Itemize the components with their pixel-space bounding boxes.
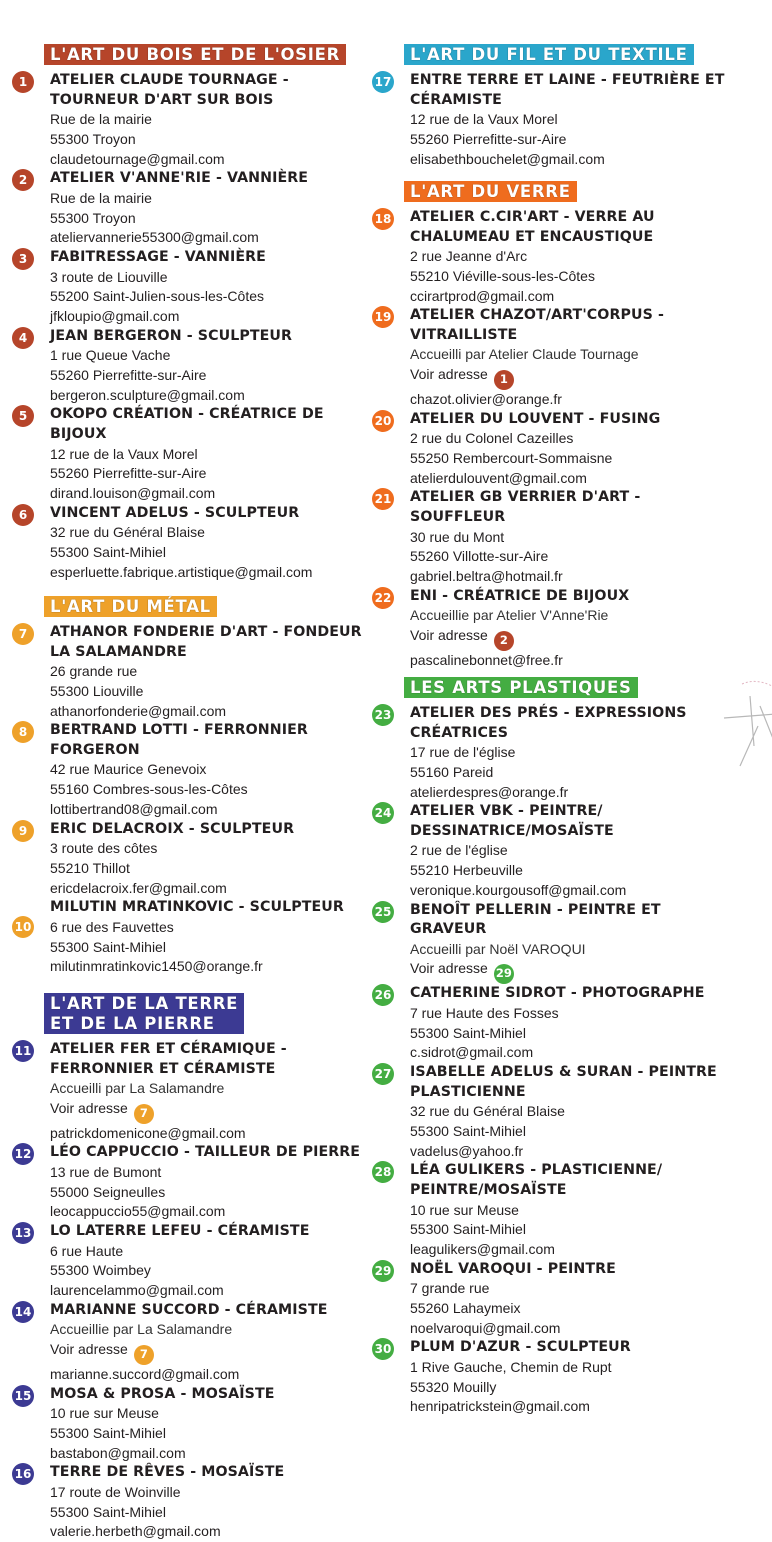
entry-email[interactable]: veronique.kourgousoff@gmail.com bbox=[410, 881, 627, 898]
entry-address-line: 55300 Saint-Mihiel bbox=[410, 1221, 526, 1238]
entry-list bbox=[372, 208, 732, 671]
entry-address-line: Rue de la mairie bbox=[50, 111, 152, 128]
entry-number-badge: 30 bbox=[372, 1338, 394, 1360]
entry-address-line: 17 rue de l'église bbox=[410, 744, 516, 761]
entry-address-line: 2 rue Jeanne d'Arc bbox=[410, 248, 528, 265]
entry-email[interactable]: atelierdulouvent@gmail.com bbox=[410, 469, 587, 486]
entry-number-badge: 8 bbox=[12, 721, 34, 743]
entry-host-note: Accueillie par Atelier V'Anne'Rie bbox=[410, 607, 609, 624]
entry-number-badge: 15 bbox=[12, 1385, 34, 1407]
entry-title: NOËL VAROQUI - PEINTRE bbox=[410, 1260, 616, 1277]
entry-address-line: 12 rue de la Vaux Morel bbox=[410, 111, 558, 128]
artisan-entry bbox=[12, 327, 362, 406]
entry-title: ATELIER DU LOUVENT - FUSING bbox=[410, 410, 661, 427]
entry-number-badge: 1 bbox=[12, 71, 34, 93]
entry-email[interactable]: elisabethbouchelet@gmail.com bbox=[410, 150, 605, 167]
entry-title: TERRE DE RÊVES - MOSAÏSTE bbox=[50, 1464, 285, 1481]
entry-email[interactable]: bergeron.sculpture@gmail.com bbox=[50, 386, 245, 403]
section-banner bbox=[404, 677, 638, 698]
entry-address-line: 13 rue de Bumont bbox=[50, 1164, 162, 1181]
artisan-entry bbox=[12, 1463, 362, 1542]
entry-number-badge: 23 bbox=[372, 704, 394, 726]
artisan-entry bbox=[372, 1260, 732, 1339]
entry-list bbox=[12, 623, 362, 977]
entry-address-line: 32 rue du Général Blaise bbox=[50, 524, 205, 541]
entry-email[interactable]: noelvaroqui@gmail.com bbox=[410, 1319, 561, 1336]
entry-title: ENTRE TERRE ET LAINE - FEUTRIÈRE ET CÉRAMISTE bbox=[410, 72, 725, 108]
entry-host-note: Accueillie par La Salamandre bbox=[50, 1321, 233, 1338]
entry-address-line: 55210 Herbeuville bbox=[410, 862, 523, 879]
section-title: L'ART DU BOIS ET DE L'OSIER bbox=[50, 45, 340, 64]
entry-number-badge: 6 bbox=[12, 504, 34, 526]
entry-address-line: 55160 Combres-sous-les-Côtes bbox=[50, 781, 248, 798]
entry-address-line: 26 grande rue bbox=[50, 663, 138, 680]
entry-address-line: 42 rue Maurice Genevoix bbox=[50, 761, 207, 778]
entry-title: ATELIER DES PRÉS - EXPRESSIONS CRÉATRICES bbox=[410, 705, 687, 741]
entry-number-badge: 4 bbox=[12, 327, 34, 349]
entry-number-badge: 25 bbox=[372, 901, 394, 923]
entry-email[interactable]: milutinmratinkovic1450@orange.fr bbox=[50, 958, 263, 975]
section-title: L'ART DU VERRE bbox=[410, 182, 571, 201]
entry-address-line: 3 route de Liouville bbox=[50, 268, 168, 285]
see-address-line bbox=[410, 365, 732, 390]
entry-address-line: 30 rue du Mont bbox=[410, 528, 505, 545]
entry-host-note: Accueilli par La Salamandre bbox=[50, 1080, 225, 1097]
entry-title: LO LATERRE LEFEU - CÉRAMISTE bbox=[50, 1223, 310, 1240]
entry-address-line: 55260 Pierrefitte-sur-Aire bbox=[50, 465, 207, 482]
entry-title: ATELIER V'ANNE'RIE - VANNIÈRE bbox=[50, 170, 309, 187]
entry-address-line: 55320 Mouilly bbox=[410, 1378, 497, 1395]
reference-number-badge[interactable]: 1 bbox=[494, 370, 514, 390]
entry-title: VINCENT ADELUS - SCULPTEUR bbox=[50, 504, 300, 521]
entry-title: BERTRAND LOTTI - FERRONNIER FORGERON bbox=[50, 722, 308, 758]
section-banner bbox=[44, 993, 244, 1034]
entry-number-badge: 21 bbox=[372, 488, 394, 510]
entry-list bbox=[12, 1040, 362, 1542]
section-l-art-de-la-terre-et-de-la-pierre bbox=[12, 993, 362, 1542]
entry-email[interactable]: dirand.louison@gmail.com bbox=[50, 485, 216, 501]
entry-address-line: 55300 Troyon bbox=[50, 130, 136, 147]
entry-address-line: 7 rue Haute des Fosses bbox=[410, 1004, 559, 1021]
entry-email[interactable]: marianne.succord@gmail.com bbox=[50, 1366, 240, 1383]
entry-number-badge: 12 bbox=[12, 1143, 34, 1165]
entry-address-line: 55300 Saint-Mihiel bbox=[50, 544, 166, 560]
entry-email[interactable]: chazot.olivier@orange.fr bbox=[410, 391, 562, 408]
section-banner bbox=[44, 44, 346, 65]
entry-title: OKOPO CRÉATION - CRÉATRICE DE BIJOUX bbox=[50, 406, 324, 442]
entry-title: BENOÎT PELLERIN - PEINTRE ET GRAVEUR bbox=[410, 901, 661, 938]
entry-email[interactable]: bastabon@gmail.com bbox=[50, 1444, 186, 1461]
entry-title: CATHERINE SIDROT - PHOTOGRAPHE bbox=[410, 985, 705, 1002]
artisan-entry bbox=[372, 306, 732, 409]
entry-title: ATELIER GB VERRIER D'ART - SOUFFLEUR bbox=[410, 489, 641, 526]
entry-address-line: 55250 Rembercourt-Sommaisne bbox=[410, 450, 613, 467]
entry-address-line: 32 rue du Général Blaise bbox=[410, 1103, 565, 1120]
artisan-entry bbox=[12, 820, 362, 899]
see-address-label: Voir adresse bbox=[50, 1099, 128, 1116]
see-address-line bbox=[410, 959, 732, 984]
entry-title: ATHANOR FONDERIE D'ART - FONDEUR LA SALAMANDRE bbox=[50, 624, 362, 660]
artisan-entry bbox=[12, 1385, 362, 1464]
entry-address-line: 6 rue des Fauvettes bbox=[50, 918, 174, 935]
entry-number-badge: 11 bbox=[12, 1040, 34, 1062]
artisan-entry bbox=[372, 704, 732, 802]
entry-number-badge: 2 bbox=[12, 169, 34, 191]
entry-number-badge: 22 bbox=[372, 587, 394, 609]
entry-title: LÉA GULIKERS - PLASTICIENNE/ PEINTRE/MOSAÏSTE bbox=[410, 1162, 663, 1198]
entry-number-badge: 9 bbox=[12, 820, 34, 842]
entry-address-line: 55300 Saint-Mihiel bbox=[410, 1024, 526, 1041]
entry-number-badge: 29 bbox=[372, 1260, 394, 1282]
see-address-label: Voir adresse bbox=[410, 366, 488, 383]
section-title: LES ARTS PLASTIQUES bbox=[410, 678, 632, 697]
entry-number-badge: 20 bbox=[372, 410, 394, 432]
entry-host-note: Accueilli par Atelier Claude Tournage bbox=[410, 346, 639, 363]
artisan-entry bbox=[12, 1222, 362, 1301]
entry-title: ERIC DELACROIX - SCULPTEUR bbox=[50, 820, 295, 837]
entry-address-line: 17 route de Woinville bbox=[50, 1484, 181, 1501]
artisan-entry bbox=[12, 405, 362, 503]
entry-address-line: 55300 Woimbey bbox=[50, 1262, 151, 1279]
entry-address-line: 55000 Seigneulles bbox=[50, 1183, 166, 1200]
entry-address-line: 55260 Lahaymeix bbox=[410, 1299, 521, 1316]
entry-number-badge: 27 bbox=[372, 1063, 394, 1085]
artisan-entry bbox=[12, 169, 362, 248]
section-l-art-du-fil-et-du-textile bbox=[372, 44, 732, 169]
entry-email[interactable]: ccirartprod@gmail.com bbox=[410, 287, 555, 304]
entry-number-badge: 10 bbox=[12, 916, 34, 938]
section-banner bbox=[404, 181, 577, 202]
entry-address-line: 55260 Pierrefitte-sur-Aire bbox=[410, 130, 567, 147]
artisan-entry bbox=[12, 623, 362, 721]
artisan-entry bbox=[372, 802, 732, 900]
entry-email[interactable]: claudetournage@gmail.com bbox=[50, 150, 225, 167]
entry-list bbox=[372, 704, 732, 1417]
see-address-label: Voir adresse bbox=[410, 960, 488, 977]
entry-title: MILUTIN MRATINKOVIC - SCULPTEUR bbox=[50, 899, 344, 916]
entry-address-line: 55300 Saint-Mihiel bbox=[50, 938, 166, 955]
artisan-entry bbox=[372, 1063, 732, 1161]
entry-address-line: 55300 Liouville bbox=[50, 682, 144, 699]
entry-address-line: 2 rue de l'église bbox=[410, 842, 508, 859]
entry-title: ENI - CRÉATRICE DE BIJOUX bbox=[410, 587, 630, 604]
section-title: L'ART DU FIL ET DU TEXTILE bbox=[410, 45, 688, 64]
entry-address-line: 1 Rive Gauche, Chemin de Rupt bbox=[410, 1358, 612, 1375]
section-l-art-du-bois-et-de-l-osier bbox=[12, 44, 362, 582]
entry-list bbox=[12, 71, 362, 582]
artisan-entry bbox=[372, 1338, 732, 1417]
artisan-entry bbox=[372, 410, 732, 489]
section-les-arts-plastiques bbox=[372, 677, 732, 1417]
entry-number-badge: 19 bbox=[372, 306, 394, 328]
entry-email[interactable]: jfkloupio@gmail.com bbox=[50, 308, 180, 324]
see-address-line bbox=[50, 1340, 362, 1365]
artisan-entry bbox=[12, 504, 362, 583]
entry-email[interactable]: leagulikers@gmail.com bbox=[410, 1240, 555, 1257]
entry-number-badge: 16 bbox=[12, 1463, 34, 1485]
section-l-art-du-metal bbox=[12, 596, 362, 977]
entry-title: ATELIER CHAZOT/ART'CORPUS - VITRAILLISTE bbox=[410, 307, 664, 343]
entry-email[interactable]: laurencelammo@gmail.com bbox=[50, 1282, 224, 1299]
see-address-label: Voir adresse bbox=[50, 1341, 128, 1358]
entry-address-line: 55300 Saint-Mihiel bbox=[50, 1425, 166, 1442]
artisan-entry bbox=[12, 1143, 362, 1222]
entry-address-line: 3 route des côtes bbox=[50, 840, 158, 857]
decorative-sketch bbox=[720, 676, 772, 796]
entry-address-line: 1 rue Queue Vache bbox=[50, 347, 171, 364]
artisan-entry bbox=[372, 1161, 732, 1259]
entry-email[interactable]: atelierdespres@orange.fr bbox=[410, 783, 569, 800]
entry-email[interactable]: henripatrickstein@gmail.com bbox=[410, 1398, 590, 1415]
reference-number-badge[interactable]: 7 bbox=[134, 1104, 154, 1124]
entry-email[interactable]: valerie.herbeth@gmail.com bbox=[50, 1523, 221, 1540]
entry-number-badge: 5 bbox=[12, 405, 34, 427]
artisan-entry bbox=[372, 984, 732, 1063]
entry-title: FABITRESSAGE - VANNIÈRE bbox=[50, 249, 266, 265]
entry-number-badge: 26 bbox=[372, 984, 394, 1006]
entry-address-line: 55300 Troyon bbox=[50, 209, 136, 226]
see-address-line bbox=[410, 626, 732, 651]
entry-address-line: 2 rue du Colonel Cazeilles bbox=[410, 430, 574, 447]
section-banner bbox=[44, 596, 217, 617]
entry-email[interactable]: vadelus@yahoo.fr bbox=[410, 1142, 524, 1159]
entry-address-line: 10 rue sur Meuse bbox=[410, 1201, 519, 1218]
entry-address-line: 55300 Saint-Mihiel bbox=[410, 1122, 526, 1139]
artisan-entry bbox=[12, 1301, 362, 1385]
entry-address-line: 55200 Saint-Julien-sous-les-Côtes bbox=[50, 288, 264, 305]
section-banner bbox=[404, 44, 694, 65]
entry-email[interactable]: patrickdomenicone@gmail.com bbox=[50, 1124, 246, 1141]
entry-title: ATELIER CLAUDE TOURNAGE - TOURNEUR D'ART SUR BOIS bbox=[50, 72, 289, 108]
entry-title: LÉO CAPPUCCIO - TAILLEUR DE PIERRE bbox=[50, 1144, 361, 1161]
reference-number-badge[interactable]: 7 bbox=[134, 1345, 154, 1365]
entry-address-line: 55260 Pierrefitte-sur-Aire bbox=[50, 367, 207, 383]
entry-number-badge: 3 bbox=[12, 248, 34, 270]
entry-email[interactable]: pascalinebonnet@free.fr bbox=[410, 651, 563, 668]
section-title: L'ART DU MÉTAL bbox=[50, 597, 211, 616]
section-title: L'ART DE LA TERRE bbox=[50, 994, 239, 1013]
entry-address-line: 10 rue sur Meuse bbox=[50, 1405, 159, 1422]
entry-email[interactable]: leocappuccio55@gmail.com bbox=[50, 1203, 226, 1220]
artisan-entry bbox=[12, 1040, 362, 1143]
entry-title: ISABELLE ADELUS & SURAN - PEINTRE PLASTICIENNE bbox=[410, 1064, 717, 1100]
section-l-art-du-verre bbox=[372, 181, 732, 671]
entry-address-line: 55160 Pareid bbox=[410, 763, 494, 780]
artisan-entry bbox=[12, 248, 362, 327]
artisan-entry bbox=[372, 901, 732, 985]
entry-email[interactable]: ericdelacroix.fer@gmail.com bbox=[50, 879, 227, 896]
entry-host-note: Accueilli par Noël VAROQUI bbox=[410, 940, 586, 957]
see-address-label: Voir adresse bbox=[410, 627, 488, 644]
entry-title: ATELIER C.CIR'ART - VERRE AU CHALUMEAU ET ENCAUSTIQUE bbox=[410, 209, 655, 245]
entry-title: ATELIER VBK - PEINTRE/ DESSINATRICE/MOSAÏSTE bbox=[410, 803, 614, 839]
entry-address-line: 6 rue Haute bbox=[50, 1242, 124, 1259]
entry-address-line: 55260 Villotte-sur-Aire bbox=[410, 548, 549, 565]
reference-number-badge[interactable]: 2 bbox=[494, 631, 514, 651]
entry-email[interactable]: athanorfonderie@gmail.com bbox=[50, 702, 227, 719]
entry-title: MOSA & PROSA - MOSAÏSTE bbox=[50, 1385, 275, 1402]
entry-email[interactable]: ateliervannerie55300@gmail.com bbox=[50, 229, 259, 246]
entry-email[interactable]: lottibertrand08@gmail.com bbox=[50, 800, 218, 817]
entry-email[interactable]: esperluette.fabrique.artistique@gmail.com bbox=[50, 563, 313, 580]
entry-title: ATELIER FER ET CÉRAMIQUE - FERRONNIER ET CÉRAMISTE bbox=[50, 1041, 287, 1077]
entry-number-badge: 17 bbox=[372, 71, 394, 93]
entry-address-line: Rue de la mairie bbox=[50, 189, 152, 206]
entry-address-line: 55300 Saint-Mihiel bbox=[50, 1503, 166, 1520]
artisan-entry bbox=[12, 898, 362, 977]
entry-address-line: 55210 Thillot bbox=[50, 859, 130, 876]
entry-number-badge: 14 bbox=[12, 1301, 34, 1323]
artisan-entry bbox=[372, 71, 732, 169]
entry-title: MARIANNE SUCCORD - CÉRAMISTE bbox=[50, 1301, 328, 1318]
artisan-entry bbox=[372, 488, 732, 586]
artisan-entry bbox=[12, 721, 362, 819]
artisan-entry bbox=[12, 71, 362, 169]
entry-address-line: 55210 Viéville-sous-les-Côtes bbox=[410, 267, 595, 284]
artisan-entry bbox=[372, 587, 732, 671]
entry-address-line: 7 grande rue bbox=[410, 1280, 490, 1297]
entry-title: JEAN BERGERON - SCULPTEUR bbox=[50, 327, 293, 344]
entry-number-badge: 18 bbox=[372, 208, 394, 230]
section-title: ET DE LA PIERRE bbox=[50, 1014, 215, 1033]
entry-address-line: 12 rue de la Vaux Morel bbox=[50, 445, 198, 462]
entry-number-badge: 24 bbox=[372, 802, 394, 824]
entry-list bbox=[372, 71, 732, 169]
entry-number-badge: 7 bbox=[12, 623, 34, 645]
entry-email[interactable]: c.sidrot@gmail.com bbox=[410, 1044, 534, 1061]
entry-title: PLUM D'AZUR - SCULPTEUR bbox=[410, 1339, 631, 1356]
entry-number-badge: 28 bbox=[372, 1161, 394, 1183]
entry-number-badge: 13 bbox=[12, 1222, 34, 1244]
artisan-entry bbox=[372, 208, 732, 306]
see-address-line bbox=[50, 1099, 362, 1124]
reference-number-badge[interactable]: 29 bbox=[494, 964, 514, 984]
entry-email[interactable]: gabriel.beltra@hotmail.fr bbox=[410, 568, 563, 585]
